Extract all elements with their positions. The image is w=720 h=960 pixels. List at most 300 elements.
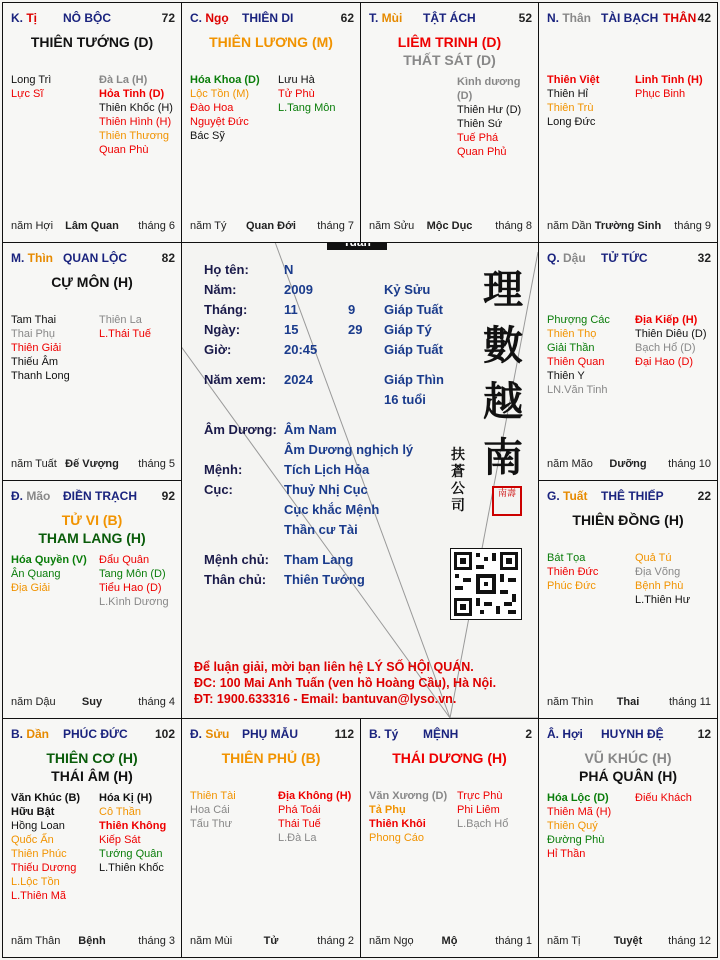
vertical-char: 司 xyxy=(451,498,465,514)
palace-footer xyxy=(539,696,717,710)
main-stars xyxy=(3,511,181,547)
life-phase: Tuyệt xyxy=(613,935,643,947)
branch-part: Dần xyxy=(26,727,50,741)
star-item: Hóa Kị (H) xyxy=(99,792,153,804)
right-star-list xyxy=(99,791,166,875)
palace-age: 2 xyxy=(525,727,532,741)
star-item: Quả Tú xyxy=(635,552,672,564)
earthly-branch xyxy=(190,727,229,741)
main-star: THIÊN PHỦ (B) xyxy=(221,750,321,766)
star-item: Văn Khúc (B) xyxy=(11,792,81,804)
palace-footer xyxy=(361,220,538,234)
star-item: Hóa Lộc (D) xyxy=(547,792,609,804)
main-stars xyxy=(3,33,181,51)
view-year-value: 2024 xyxy=(284,372,313,387)
right-star-list xyxy=(457,75,538,159)
palace-month: tháng 11 xyxy=(668,696,711,708)
month-solar: 11 xyxy=(284,302,298,317)
year-label: Năm: xyxy=(204,282,237,297)
star-item: Địa Kiếp (H) xyxy=(635,314,698,326)
palace-header xyxy=(539,489,717,507)
palace-header xyxy=(539,11,717,29)
earthly-branch xyxy=(11,489,50,503)
star-item: LN.Văn Tinh xyxy=(547,384,608,396)
contact-line-1: Để luận giải, mời bạn liên hệ LÝ SỐ HỘI QUÁN. xyxy=(194,660,474,674)
earthly-branch xyxy=(547,489,587,503)
star-item: Thiên Đức xyxy=(547,566,599,578)
palace-header xyxy=(539,251,717,269)
palace-year: năm Dậu xyxy=(11,696,56,708)
palace-year: năm Dần xyxy=(547,220,592,232)
palace-name: QUAN LỘC xyxy=(63,251,127,265)
star-item: Hồng Loan xyxy=(11,820,65,832)
star-item: Thiên Việt xyxy=(547,74,600,86)
star-item: Địa Giải xyxy=(11,582,51,594)
calligraphy-char: 數 xyxy=(483,322,523,369)
branch-part: Mùi xyxy=(381,11,403,25)
earthly-branch xyxy=(190,11,229,25)
palace-year: năm Tị xyxy=(547,935,581,947)
palace-age: 12 xyxy=(697,727,711,741)
palace-name: HUYNH ĐỆ xyxy=(601,727,664,741)
star-item: Tướng Quân xyxy=(99,848,163,860)
month-label: Tháng: xyxy=(204,302,248,317)
palace-footer xyxy=(3,220,181,234)
palace-header xyxy=(3,251,181,269)
left-star-list xyxy=(190,789,236,831)
palace-cell-than[interactable] xyxy=(538,2,718,243)
palace-cell-mao[interactable] xyxy=(2,480,182,719)
star-item: Quan Phù xyxy=(99,144,149,156)
star-item: Giải Thần xyxy=(547,342,595,354)
contact-line-2: ĐC: 100 Mai Anh Tuấn (ven hồ Hoàng Cầu), Hà Nội. xyxy=(194,676,497,690)
star-item: Phong Cáo xyxy=(369,832,425,844)
cuc-note-2: Thần cư Tài xyxy=(284,522,358,537)
branch-part: Â. xyxy=(547,727,563,741)
branch-part: B. xyxy=(11,727,27,741)
right-star-list xyxy=(99,313,151,341)
than-marker: THÂN xyxy=(663,11,697,25)
life-phase: Dưỡng xyxy=(609,458,647,470)
star-item: Phi Liêm xyxy=(457,804,500,816)
palace-footer xyxy=(539,220,717,234)
am-duong-value: Âm Nam xyxy=(284,422,337,437)
menh-label: Mệnh: xyxy=(204,462,243,477)
palace-footer xyxy=(361,935,538,949)
star-item: Thiên Hư (D) xyxy=(457,104,522,116)
star-item: Thiên Mã (H) xyxy=(547,806,612,818)
star-item: Hoa Cái xyxy=(190,804,230,816)
menh-value: Tích Lịch Hỏa xyxy=(284,462,370,477)
left-star-list xyxy=(190,73,260,143)
palace-age: 72 xyxy=(161,11,175,25)
left-star-list xyxy=(11,791,80,903)
palace-year: năm Tuất xyxy=(11,458,57,470)
right-star-list xyxy=(635,313,707,369)
star-item: Văn Xương (D) xyxy=(369,790,448,802)
hour-value: 20:45 xyxy=(284,342,318,357)
palace-year: năm Ngọ xyxy=(369,935,414,947)
main-stars xyxy=(361,33,538,69)
star-item: Thiên Y xyxy=(547,370,585,382)
palace-footer xyxy=(3,935,181,949)
branch-part: C. xyxy=(190,11,206,25)
main-star: THIÊN TƯỚNG (D) xyxy=(30,34,154,50)
palace-month: tháng 6 xyxy=(138,220,175,232)
palace-name: TẬT ÁCH xyxy=(423,11,476,25)
star-item: Hóa Quyền (V) xyxy=(11,554,87,566)
palace-cell-mui[interactable] xyxy=(360,2,539,243)
star-item: Hỉ Thần xyxy=(547,848,586,860)
branch-part: Ngọ xyxy=(205,11,229,25)
cuc-label: Cục: xyxy=(204,482,233,497)
left-star-list xyxy=(547,791,611,861)
palace-month: tháng 8 xyxy=(495,220,532,232)
chart-center-panel xyxy=(180,242,540,718)
am-duong-label: Âm Dương: xyxy=(204,422,277,437)
palace-age: 92 xyxy=(161,489,175,503)
star-item: Thiên Thương xyxy=(99,130,170,142)
palace-age: 42 xyxy=(697,11,711,25)
main-stars xyxy=(3,749,181,785)
than-chu-label: Thân chủ: xyxy=(204,572,267,587)
life-phase: Tử xyxy=(263,935,279,947)
star-item: Hỏa Tinh (D) xyxy=(99,88,165,100)
star-item: L.Bạch Hổ xyxy=(457,818,509,830)
palace-age: 112 xyxy=(334,727,354,741)
palace-footer xyxy=(3,696,181,710)
star-item: L.Thiên Hư xyxy=(635,594,691,606)
palace-cell-tuat[interactable] xyxy=(538,480,718,719)
menh-chu-value: Tham Lang xyxy=(284,552,354,567)
star-item: Phượng Các xyxy=(547,314,610,326)
main-stars xyxy=(539,511,717,529)
palace-age: 32 xyxy=(697,251,711,265)
star-item: Thiên Phúc xyxy=(11,848,67,860)
calligraphy-char: 理 xyxy=(483,266,523,313)
star-item: Điếu Khách xyxy=(635,792,692,804)
star-item: Thanh Long xyxy=(11,370,70,382)
life-phase: Thai xyxy=(616,696,640,708)
branch-part: Thân xyxy=(562,11,592,25)
main-stars xyxy=(539,749,717,785)
branch-part: Hợi xyxy=(562,727,583,741)
palace-cell-suu[interactable] xyxy=(181,718,361,958)
palace-header xyxy=(539,727,717,745)
palace-name: TỬ TỨC xyxy=(601,251,648,265)
right-star-list xyxy=(99,553,169,609)
palace-name: PHÚC ĐỨC xyxy=(63,727,128,741)
palace-header xyxy=(182,11,360,29)
palace-month: tháng 12 xyxy=(668,935,711,947)
star-item: Linh Tinh (H) xyxy=(635,74,703,86)
star-item: Trực Phù xyxy=(457,790,503,802)
name-value: N xyxy=(284,262,294,277)
palace-footer xyxy=(182,220,360,234)
star-item: Thiên Hỉ xyxy=(547,88,588,100)
star-item: Phúc Đức xyxy=(547,580,596,592)
palace-month: tháng 9 xyxy=(674,220,711,232)
branch-part: Thìn xyxy=(27,251,53,265)
star-item: Bạch Hổ (D) xyxy=(635,342,696,354)
star-item: Quốc Ấn xyxy=(11,834,54,846)
calligraphy-char: 越 xyxy=(483,378,523,425)
main-star: VŨ KHÚC (H) xyxy=(584,750,672,766)
star-item: Đại Hao (D) xyxy=(635,356,694,368)
star-item: Lộc Tồn (M) xyxy=(190,88,250,100)
star-item: Thiên Quý xyxy=(547,820,598,832)
earthly-branch xyxy=(11,727,49,741)
month-can-chi: Giáp Tuất xyxy=(384,302,443,317)
palace-year: năm Thìn xyxy=(547,696,594,708)
palace-cell-ty[interactable] xyxy=(360,718,539,958)
palace-year: năm Hợi xyxy=(11,220,54,232)
palace-footer xyxy=(539,935,717,949)
star-item: Thai Phụ xyxy=(11,328,56,340)
palace-header xyxy=(361,11,538,29)
left-star-list xyxy=(11,553,87,595)
star-item: Tuế Phá xyxy=(457,132,499,144)
star-item: Tam Thai xyxy=(11,314,57,326)
star-item: Tấu Thư xyxy=(190,818,233,830)
right-star-list xyxy=(635,551,690,607)
main-stars xyxy=(182,33,360,51)
main-star: CỰ MÔN (H) xyxy=(51,274,133,290)
star-item: Thiên Thọ xyxy=(547,328,597,340)
right-star-list xyxy=(278,73,335,115)
qr-code-icon[interactable] xyxy=(450,548,522,620)
star-item: Đẩu Quân xyxy=(99,554,150,566)
star-item: L.Thiên Mã xyxy=(11,890,67,902)
vertical-char: 蒼 xyxy=(451,464,465,480)
palace-footer xyxy=(3,458,181,472)
life-phase: Trường Sinh xyxy=(594,220,662,232)
star-item: L.Kình Dương xyxy=(99,596,169,608)
star-item: Địa Không (H) xyxy=(278,790,352,802)
hour-can-chi: Giáp Tuất xyxy=(384,342,443,357)
palace-cell-hoi[interactable] xyxy=(538,718,718,958)
palace-year: năm Sửu xyxy=(369,220,415,232)
main-stars xyxy=(3,273,181,291)
life-phase: Mộc Dục xyxy=(426,220,473,232)
palace-age: 62 xyxy=(340,11,354,25)
palace-header xyxy=(361,727,538,745)
star-item: L.Lộc Tồn xyxy=(11,876,60,888)
palace-name: TÀI BẠCH xyxy=(601,11,659,25)
star-item: Cô Thần xyxy=(99,806,141,818)
star-item: Bát Tọa xyxy=(547,552,586,564)
star-item: Thiếu Dương xyxy=(11,862,77,874)
branch-part: Mão xyxy=(26,489,51,503)
view-age: 16 tuổi xyxy=(384,392,426,407)
palace-cell-ti[interactable] xyxy=(2,2,182,243)
star-item: Thiên Trù xyxy=(547,102,594,114)
view-year-can-chi: Giáp Thìn xyxy=(384,372,444,387)
life-phase: Đế Vượng xyxy=(65,458,119,470)
name-label: Họ tên: xyxy=(204,262,249,277)
life-phase: Bệnh xyxy=(78,935,106,947)
branch-part: Tý xyxy=(384,727,399,741)
main-star: PHÁ QUÂN (H) xyxy=(579,768,677,784)
palace-age: 102 xyxy=(154,727,175,741)
main-star: THÁI DƯƠNG (H) xyxy=(392,750,507,766)
cuc-value: Thuỷ Nhị Cục xyxy=(284,482,368,497)
palace-name: ĐIỀN TRẠCH xyxy=(63,489,137,503)
branch-part: K. xyxy=(11,11,27,25)
star-item: Phục Binh xyxy=(635,88,686,100)
main-star: THIÊN LƯƠNG (M) xyxy=(209,34,333,50)
main-star: LIÊM TRINH (D) xyxy=(397,34,502,50)
palace-month: tháng 5 xyxy=(138,458,175,470)
star-item: Tử Phù xyxy=(278,88,315,100)
star-item: L.Đà La xyxy=(278,832,317,844)
star-item: Thiên Khôi xyxy=(369,818,426,830)
star-item: Thiếu Âm xyxy=(11,356,59,368)
view-year-label: Năm xem: xyxy=(204,372,267,387)
palace-header xyxy=(3,727,181,745)
star-item: Lưu Hà xyxy=(278,74,315,86)
palace-footer xyxy=(539,458,717,472)
am-duong-note: Âm Dương nghịch lý xyxy=(284,442,414,457)
cuc-note-1: Cục khắc Mệnh xyxy=(284,502,380,517)
palace-name: THÊ THIẾP xyxy=(601,489,664,503)
calligraphy-logo xyxy=(468,262,538,486)
left-star-list xyxy=(547,313,610,397)
branch-part: Đ. xyxy=(190,727,206,741)
star-item: Thiên Giải xyxy=(11,342,62,354)
branch-part: Tị xyxy=(26,11,38,25)
palace-month: tháng 1 xyxy=(495,935,532,947)
day-can-chi: Giáp Tý xyxy=(384,322,432,337)
branch-part: Q. xyxy=(547,251,564,265)
star-item: Bệnh Phù xyxy=(635,580,684,592)
palace-header xyxy=(3,11,181,29)
star-item: Thiên La xyxy=(99,314,142,326)
earthly-branch xyxy=(369,11,402,25)
vertical-char: 扶 xyxy=(451,447,465,463)
palace-year: năm Mùi xyxy=(190,935,233,947)
star-item: Thiên Hình (H) xyxy=(99,116,172,128)
branch-part: G. xyxy=(547,489,564,503)
star-item: Long Trì xyxy=(11,74,52,86)
calligraphy-char: 南 xyxy=(483,434,523,481)
contact-line-3[interactable]: ĐT: 1900.633316 - Email: bantuvan@lyso.vn. xyxy=(194,692,457,706)
main-star: THIÊN CƠ (H) xyxy=(46,750,138,766)
main-star: THÁI ÂM (H) xyxy=(51,768,133,784)
main-star: THIÊN ĐỒNG (H) xyxy=(572,512,684,528)
star-item: Kình dương (D) xyxy=(457,76,521,102)
palace-name: NÔ BỘC xyxy=(63,11,111,25)
star-item: Phá Toái xyxy=(278,804,321,816)
year-can-chi: Kỷ Sửu xyxy=(384,282,431,297)
main-stars xyxy=(182,749,360,767)
main-star: THAM LANG (H) xyxy=(38,530,146,546)
palace-cell-dau[interactable] xyxy=(538,242,718,481)
branch-part: Sửu xyxy=(205,727,230,741)
star-item: Bác Sỹ xyxy=(190,130,225,142)
star-item: Địa Võng xyxy=(635,566,681,578)
star-item: Thiên Quan xyxy=(547,356,605,368)
earthly-branch xyxy=(547,11,591,25)
main-stars xyxy=(361,749,538,767)
palace-month: tháng 3 xyxy=(138,935,175,947)
palace-year: năm Tý xyxy=(190,220,227,232)
star-item: L.Thái Tuế xyxy=(99,328,151,340)
day-solar: 15 xyxy=(284,322,299,337)
palace-age: 82 xyxy=(161,251,175,265)
than-chu-value: Thiên Tướng xyxy=(284,572,365,587)
left-star-list xyxy=(11,313,70,383)
vertical-char: 公 xyxy=(451,481,465,497)
life-phase: Lâm Quan xyxy=(65,220,119,232)
star-item: Quan Phủ xyxy=(457,146,507,158)
star-item: Tiểu Hao (D) xyxy=(99,582,162,594)
star-item: Đào Hoa xyxy=(190,102,234,114)
palace-cell-dan[interactable] xyxy=(2,718,182,958)
star-item: Thiên Không xyxy=(99,820,167,832)
star-item: Thái Tuế xyxy=(278,818,321,830)
branch-part: Đ. xyxy=(11,489,27,503)
star-item: Kiếp Sát xyxy=(99,834,141,846)
right-star-list xyxy=(635,791,692,805)
palace-name: PHỤ MẪU xyxy=(242,727,298,741)
star-item: Nguyệt Đức xyxy=(190,116,249,128)
star-item: L.Thiên Khốc xyxy=(99,862,164,874)
palace-footer xyxy=(182,935,360,949)
branch-part: T. xyxy=(369,11,382,25)
life-phase: Mộ xyxy=(441,935,458,947)
right-star-list xyxy=(457,789,508,831)
palace-month: tháng 2 xyxy=(317,935,354,947)
right-star-list xyxy=(278,789,351,845)
left-star-list xyxy=(369,789,447,845)
main-star: THẤT SÁT (D) xyxy=(403,52,496,68)
palace-cell-ngo[interactable] xyxy=(181,2,361,243)
branch-part: B. xyxy=(369,727,385,741)
earthly-branch xyxy=(369,727,398,741)
star-item: Tả Phụ xyxy=(369,804,406,816)
day-label: Ngày: xyxy=(204,322,241,337)
day-lunar: 29 xyxy=(348,322,363,337)
star-item: Thiên Sứ xyxy=(457,118,503,130)
palace-month: tháng 7 xyxy=(317,220,354,232)
palace-cell-thin[interactable] xyxy=(2,242,182,481)
left-star-list xyxy=(11,73,51,101)
palace-month: tháng 4 xyxy=(138,696,175,708)
menh-chu-label: Mệnh chủ: xyxy=(204,552,269,567)
hour-label: Giờ: xyxy=(204,342,232,357)
earthly-branch xyxy=(547,727,583,741)
palace-name: MỆNH xyxy=(423,727,459,741)
star-item: Lực Sĩ xyxy=(11,88,44,100)
life-phase: Quan Đới xyxy=(246,220,296,232)
vertical-company-text xyxy=(450,447,466,515)
left-star-list xyxy=(547,551,598,593)
right-star-list xyxy=(635,73,703,101)
main-star: TỬ VI (B) xyxy=(61,512,123,528)
branch-part: Tuất xyxy=(563,489,588,503)
palace-age: 22 xyxy=(697,489,711,503)
palace-year: năm Thân xyxy=(11,935,61,947)
year-value: 2009 xyxy=(284,282,313,297)
star-item: Hữu Bật xyxy=(11,806,55,818)
palace-header xyxy=(3,489,181,507)
palace-year: năm Mão xyxy=(547,458,593,470)
branch-part: N. xyxy=(547,11,563,25)
palace-age: 52 xyxy=(518,11,532,25)
star-item: Ân Quang xyxy=(11,568,61,580)
branch-part: Dậu xyxy=(563,251,586,265)
